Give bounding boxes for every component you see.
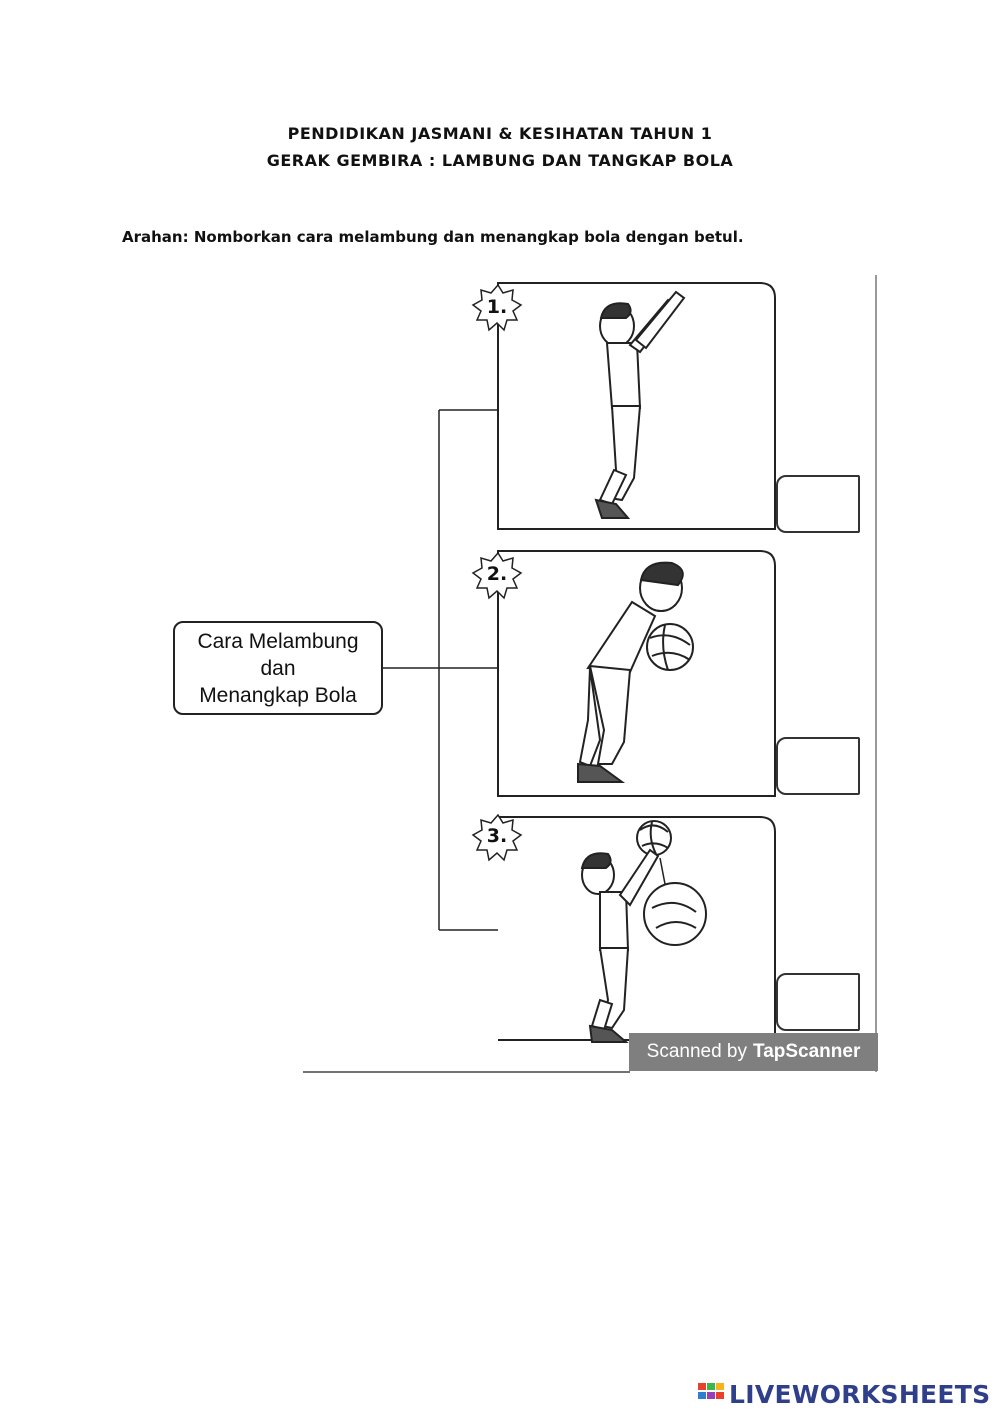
answer-box-1[interactable] <box>776 475 860 533</box>
concept-line-2: dan <box>260 656 296 680</box>
panel-1-number: 1. <box>486 296 508 318</box>
concept-line-3: Menangkap Bola <box>199 683 357 707</box>
connector-lines <box>383 410 498 930</box>
concept-line-1: Cara Melambung <box>197 629 359 653</box>
header-topic: GERAK GEMBIRA : LAMBUNG DAN TANGKAP BOLA <box>266 151 734 170</box>
panel-3-frame <box>498 817 775 1040</box>
scanner-watermark <box>629 1033 878 1071</box>
liveworksheets-wordmark: LIVEWORKSHEETS <box>729 1379 991 1409</box>
panel-3-number: 3. <box>486 825 508 847</box>
header-subject: PENDIDIKAN JASMANI & KESIHATAN TAHUN 1 <box>287 124 713 143</box>
panel-2-number: 2. <box>486 563 508 585</box>
scanner-prefix: Scanned by <box>646 1041 747 1062</box>
instruction-text: Arahan: Nomborkan cara melambung dan menangkap bola dengan betul. <box>122 228 744 246</box>
illustration-boy-jumping <box>596 292 684 518</box>
liveworksheets-logo <box>697 1376 990 1412</box>
scanner-brand: TapScanner <box>753 1041 861 1062</box>
answer-box-3[interactable] <box>776 973 860 1031</box>
concept-box <box>173 621 383 715</box>
answer-box-2[interactable] <box>776 737 860 795</box>
illustration-boy-throwing <box>582 821 706 1042</box>
panel-2-frame <box>498 551 775 796</box>
liveworksheets-icon <box>697 1381 727 1407</box>
illustration-boy-holding-ball <box>578 563 693 782</box>
